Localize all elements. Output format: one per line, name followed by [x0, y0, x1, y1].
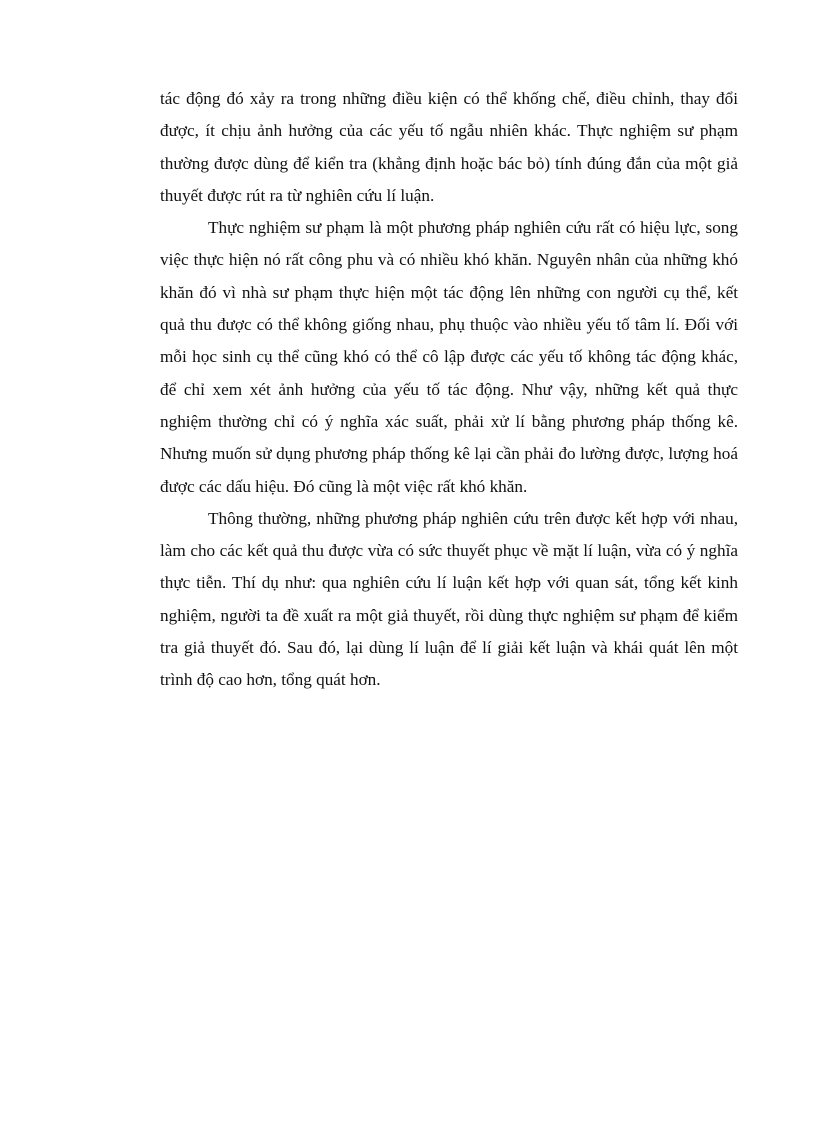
paragraph-continuation: tác động đó xảy ra trong những điều kiện có thể khống chế, điều chỉnh, thay đổi được, ít chịu ảnh hưởng của các yếu tố ngẫu nhiên khác. Thực nghiệm sư phạm thường được dùng để kiển tra (khẳng định hoặc bác bỏ) tính đúng đắn của một giả thuyết được rút ra từ nghiên cứu lí luận. — [160, 89, 738, 205]
paragraph-combined-methods: Thông thường, những phương pháp nghiên cứu trên được kết hợp với nhau, làm cho các kết quả thu được vừa có sức thuyết phục về mặt lí luận, vừa có ý nghĩa thực tiễn. Thí dụ như: qua nghiên cứu lí luận kết hợp với quan sát, tổng kết kinh nghiệm, người ta đề xuất ra một giả thuyết, rồi dùng thực nghiệm sư phạm để kiểm tra giả thuyết đó. Sau đó, lại dùng lí luận để lí giải kết luận và khái quát lên một trình độ cao hơn, tổng quát hơn. — [160, 508, 738, 690]
paragraph-experimental-method: Thực nghiệm sư phạm là một phương pháp nghiên cứu rất có hiệu lực, song việc thực hiện nó rất công phu và có nhiều khó khăn. Nguyên nhân của những khó khăn đó vì nhà sư phạm thực hiện một tác động lên những con người cụ thể, kết quả thu được có thể không giống nhau, phụ thuộc vào nhiều yếu tố tâm lí. Đối với mỗi học sinh cụ thể cũng khó có thể cô lập được các yếu tố không tác động khác, để chỉ xem xét ảnh hưởng của yếu tố tác động. Như vậy, những kết quả thực nghiệm thường chỉ có ý nghĩa xác suất, phải xử lí bằng phương pháp thống kê. Nhưng muốn sử dụng phương pháp thống kê lại cần phải đo lường được, lượng hoá được các dấu hiệu. Đó cũng là một việc rất khó khăn. — [160, 218, 738, 496]
body-text — [160, 83, 738, 697]
